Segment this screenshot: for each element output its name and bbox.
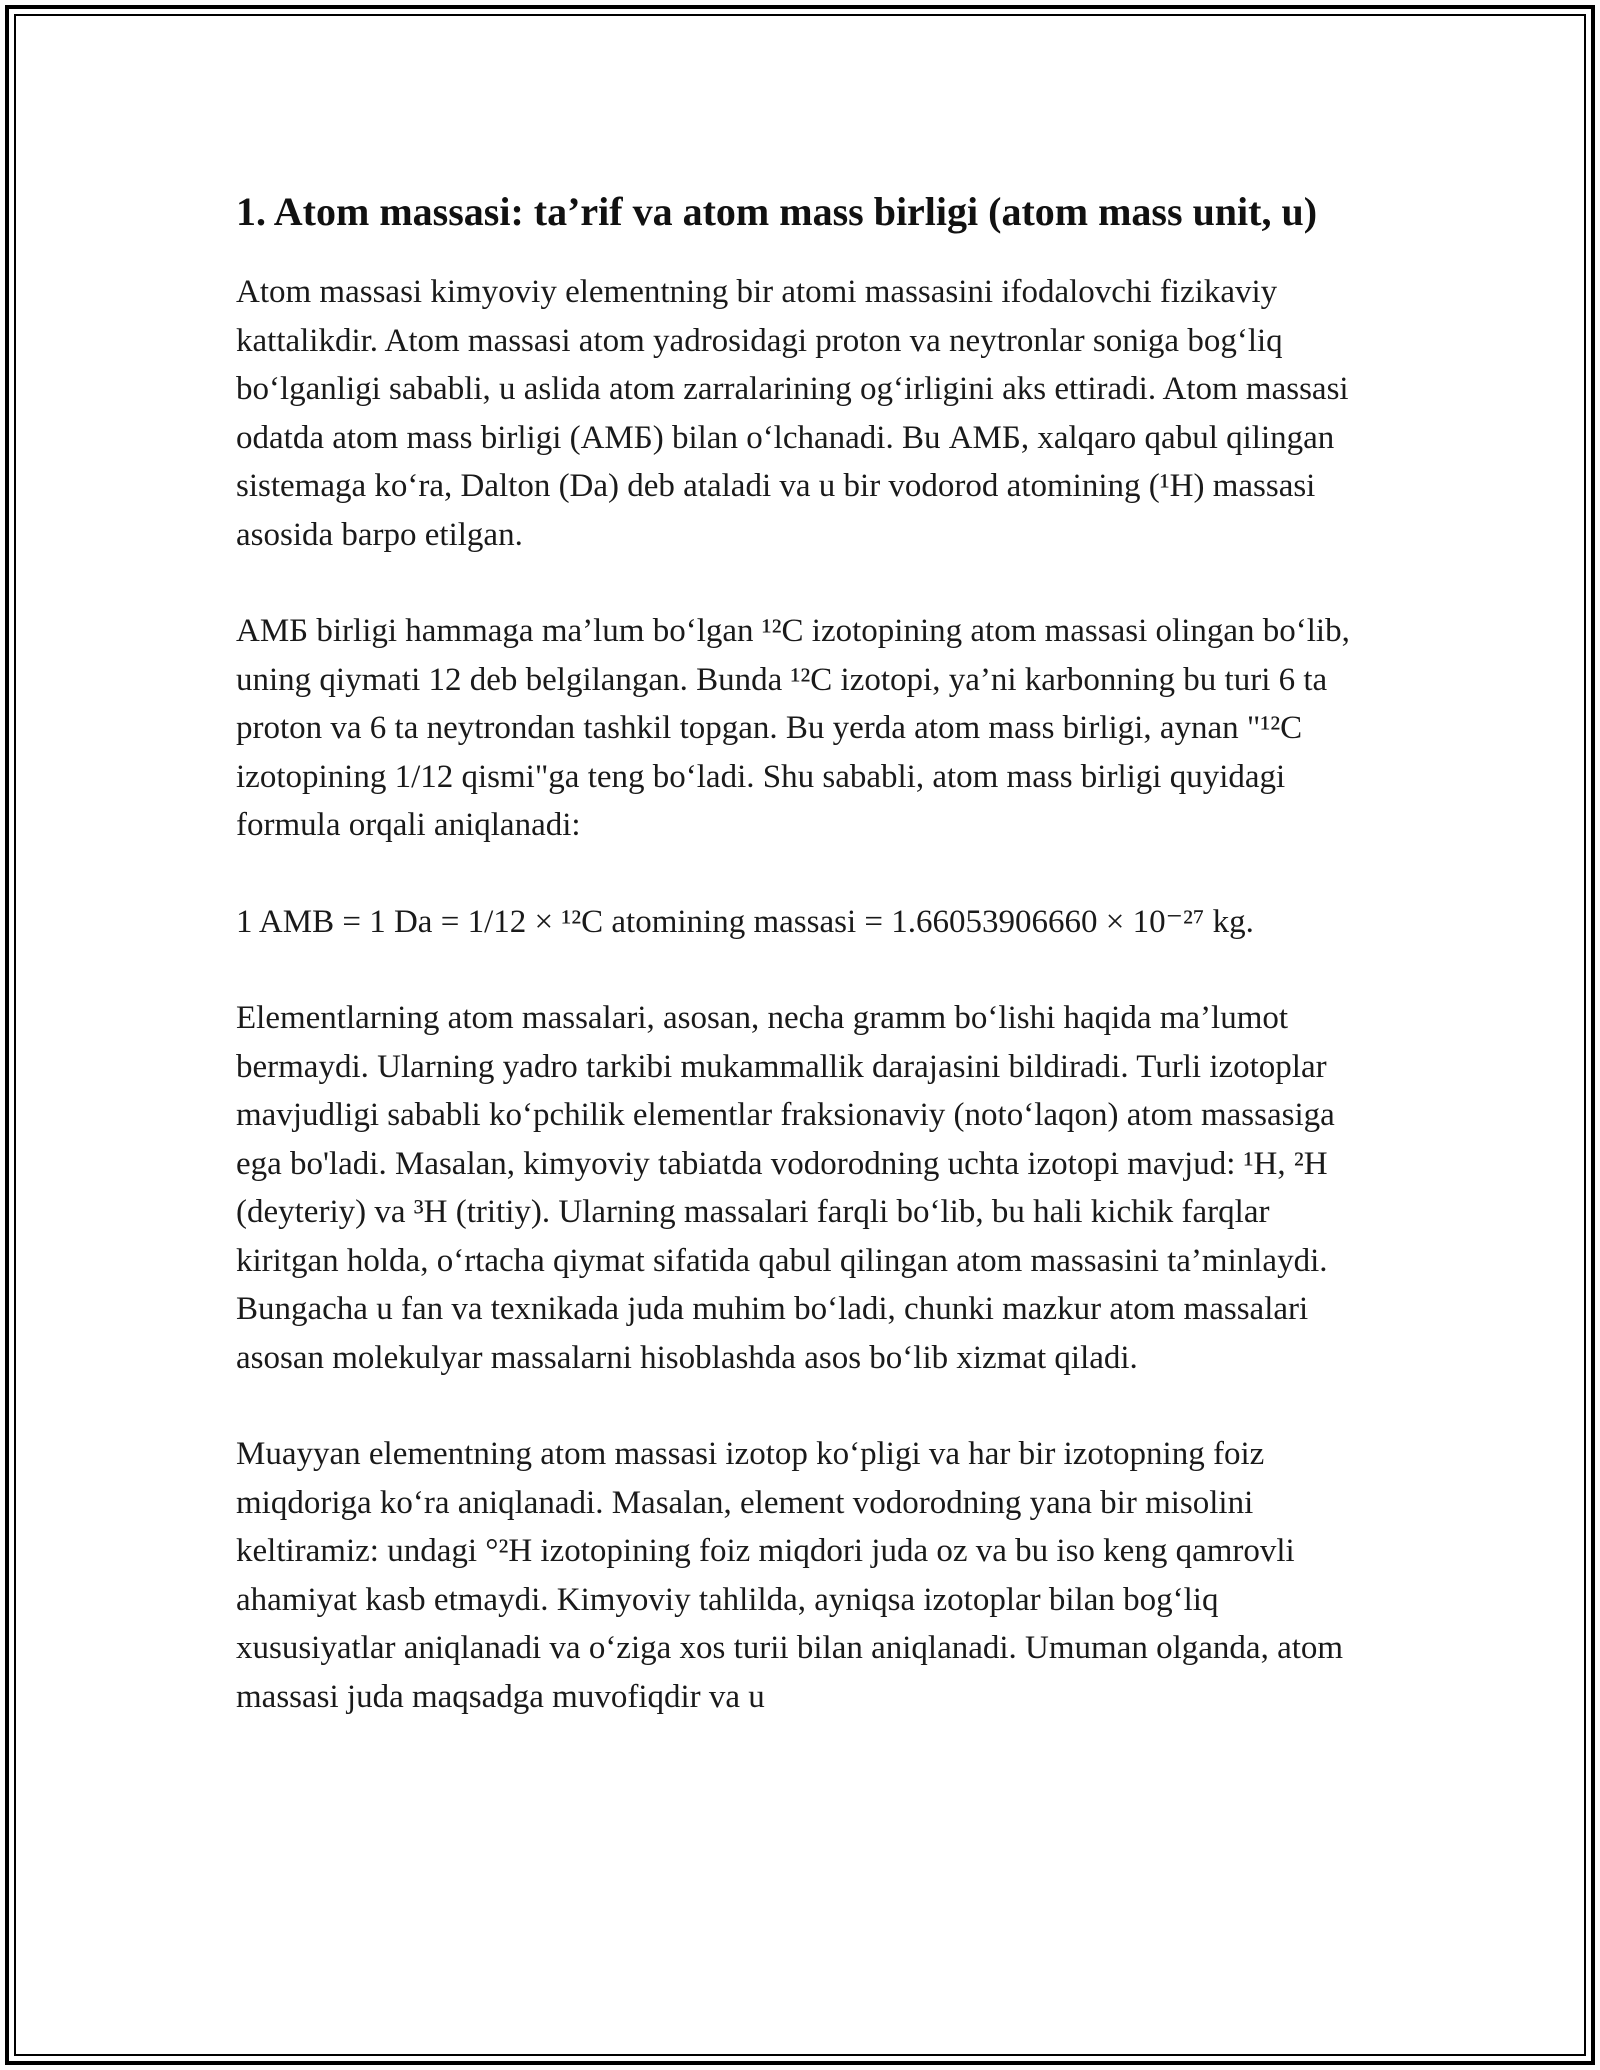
paragraph-isotopes: Elementlarning atom massalari, asosan, necha gramm bo‘lishi haqida ma’lumot bermaydi. Ularning yadro tarkibi mukammallik darajasini bildiradi. Turli izotoplar mavjudligi sababli ko‘pchilik elementlar fraksionaviy (noto‘laqon) atom massasiga ega bo'ladi. Masalan, kimyoviy tabiatda vodorodning uchta izotopi mavjud: ¹H, ²H (deyteriy) va ³H (tritiy). Ularning massalari farqli bo‘lib, bu hali kichik farqlar kiritgan holda, o‘rtacha qiymat sifatida qabul qilingan atom massasini ta’minlaydi. Bungacha u fan va texnikada juda muhim bo‘ladi, chunki mazkur atom massalari asosan molekulyar massalarni hisoblashda asos bo‘lib xizmat qiladi. — [236, 1000, 1335, 1376]
document-body — [236, 184, 1372, 1769]
amu-formula: 1 AMB = 1 Da = 1/12 × ¹²C atomining massasi = 1.66053906660 × 10⁻²⁷ kg. — [236, 903, 1254, 940]
section-heading: 1. Atom massasi: ta’rif va atom mass birligi (atom mass unit, u) — [236, 189, 1318, 234]
paragraph-isotope-abundance: Muayyan elementning atom massasi izotop ko‘pligi va har bir izotopning foiz miqdoriga ko‘ra aniqlanadi. Masalan, element vodorodning yana bir misolini keltiramiz: undagi °²H izotopining foiz miqdori juda oz va bu iso keng qamrovli ahamiyat kasb etmaydi. Kimyoviy tahlilda, ayniqsa izotoplar bilan bog‘liq xususiyatlar aniqlanadi va o‘ziga xos turii bilan aniqlanadi. Umuman olganda, atom massasi juda maqsadga muvofiqdir va u — [236, 1436, 1344, 1715]
paragraph-amu-carbon12: АМБ birligi hammaga ma’lum bo‘lgan ¹²C izotopining atom massasi olingan bo‘lib, uning qiymati 12 deb belgilangan. Bunda ¹²C izotopi, ya’ni karbonning bu turi 6 ta proton va 6 ta neytrondan tashkil topgan. Bu yerda atom mass birligi, aynan "¹²C izotopining 1/12 qismi"ga teng bo‘ladi. Shu sababli, atom mass birligi quyidagi formula orqali aniqlanadi: — [236, 613, 1350, 843]
paragraph-definition: Atom massasi kimyoviy elementning bir atomi massasini ifodalovchi fizikaviy kattalikdir. Atom massasi atom yadrosidagi proton va neytronlar soniga bog‘liq bo‘lganligi sababli, u aslida atom zarralarining og‘irligini aks ettiradi. Atom massasi odatda atom mass birligi (АМБ) bilan o‘lchanadi. Bu АМБ, xalqaro qabul qilingan sistemaga ko‘ra, Dalton (Da) deb ataladi va u bir vodorod atomining (¹H) massasi asosida barpo etilgan. — [236, 274, 1349, 553]
